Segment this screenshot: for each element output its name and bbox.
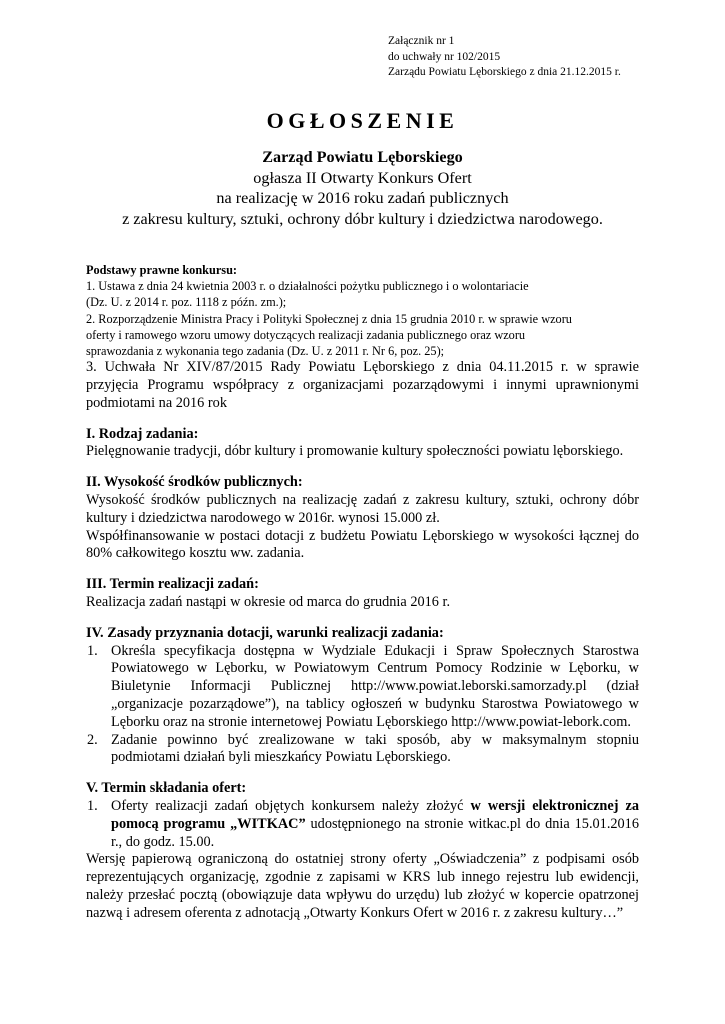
- submission-list: [86, 798, 639, 851]
- legal-basis-section: [86, 262, 639, 413]
- legal-basis-heading: Podstawy prawne konkursu:: [86, 263, 238, 277]
- heading-line: ogłasza II Otwarty Konkurs Ofert: [253, 168, 472, 187]
- section-task-type: [86, 426, 639, 462]
- section-text: Realizacja zadań nastąpi w okresie od marca do grudnia 2016 r.: [86, 593, 451, 610]
- annex-line: do uchwały nr 102/2015: [388, 50, 501, 63]
- section-heading: II. Wysokość środków publicznych:: [86, 474, 303, 491]
- section-grant-rules: [86, 625, 639, 767]
- list-item-text: udostępnionego na stronie witkac.pl do dnia 15.01.2016 r., do godz. 15.00.: [111, 815, 639, 850]
- list-item-number: 1.: [87, 797, 98, 814]
- section-public-funds: [86, 474, 639, 563]
- document-body: [86, 262, 639, 923]
- section-text: Pielęgnowanie tradycji, dóbr kultury i promowanie kultury społeczności powiatu lęborskiego.: [86, 443, 624, 460]
- legal-basis-line: 2. Rozporządzenie Ministra Pracy i Polityki Społecznej z dnia 15 grudnia 2010 r. w sprawie wzoru: [86, 311, 572, 326]
- annex-line: Załącznik nr 1: [388, 35, 455, 47]
- list-item: [86, 798, 639, 851]
- section-submission-deadline: [86, 780, 639, 922]
- legal-basis-line: sprawozdania z wykonania tego zadania (Dz. U. z 2011 r. Nr 6, poz. 25);: [86, 344, 445, 359]
- submission-paragraph: Wersję papierową ograniczoną do ostatniej strony oferty „Oświadczenia” z podpisami osób reprezentujących organizację, zgodnie z zapisami w KRS lub innego rejestru lub ewidencji, należy przesłać pocztą (obowiązuje data wpływu do urzędu) lub złożyć w kopercie opatrzonej nazwą i adresem oferenta z adnotacją „Otwarty Konkurs Ofert w 2016 r. z zakresu kultury…”: [86, 851, 639, 921]
- announcement-heading: [60, 147, 665, 229]
- list-item-text: Oferty realizacji zadań objętych konkursem należy złożyć: [111, 797, 471, 814]
- list-item-text: Określa specyfikacja dostępna w Wydziale Edukacji i Spraw Społecznych Starostwa Powiatowego w Lęborku, w Powiatowym Centrum Pomocy Rodzinie w Lęborku, w Biuletynie Informacji Publicznej http://www.powiat.leborski.samorzady.pl (dział „organizacje pozarządowe”), na tablicy ogłoszeń w budynku Starostwa Powiatowego w Lęborku oraz na stronie internetowej Powiatu Lęborskiego http://www.powiat-lebork.com.: [111, 642, 639, 730]
- section-heading: IV. Zasady przyznania dotacji, warunki realizacji zadania:: [86, 624, 444, 641]
- section-realization-period: [86, 576, 639, 612]
- heading-line: na realizację w 2016 roku zadań publicznych: [216, 189, 509, 207]
- section-heading: III. Termin realizacji zadań:: [86, 576, 259, 593]
- list-item: [86, 643, 639, 732]
- annex-note: [388, 34, 621, 81]
- list-item-number: 2.: [87, 731, 98, 748]
- list-item: [86, 732, 639, 768]
- section-heading: I. Rodzaj zadania:: [86, 425, 199, 442]
- list-item-emphasis: w wersji elektronicznej za pomocą programu „WITKAC”: [111, 797, 640, 832]
- section-text: Wysokość środków publicznych na realizację zadań z zakresu kultury, sztuki, ochrony dóbr kultury i dziedzictwa narodowego w 2016r. wynosi 15.000 zł.: [86, 492, 639, 526]
- legal-basis-line: 1. Ustawa z dnia 24 kwietnia 2003 r. o działalności pożytku publicznego i o wolontariacie: [86, 279, 529, 294]
- section-text: Współfinansowanie w postaci dotacji z budżetu Powiatu Lęborskiego w wysokości łącznej do 80% całkowitego kosztu ww. zadania.: [86, 527, 639, 562]
- annex-line: Zarządu Powiatu Lęborskiego z dnia 21.12.2015 r.: [388, 66, 621, 78]
- heading-line: z zakresu kultury, sztuki, ochrony dóbr kultury i dziedzictwa narodowego.: [122, 209, 603, 228]
- organization-name: Zarząd Powiatu Lęborskiego: [262, 148, 463, 166]
- list-item-number: 1.: [87, 642, 98, 659]
- document-title: OGŁOSZENIE: [266, 108, 459, 133]
- legal-basis-item: 3. Uchwała Nr XIV/87/2015 Rady Powiatu Lęborskiego z dnia 04.11.2015 r. w sprawie przyjęcia Programu współpracy z organizacjami pozarządowymi i innymi uprawnionymi podmiotami na 2016 rok: [86, 359, 639, 411]
- legal-basis-line: (Dz. U. z 2014 r. poz. 1118 z późn. zm.);: [86, 295, 287, 310]
- rules-list: [86, 643, 639, 768]
- legal-basis-line: oferty i ramowego wzoru umowy dotyczących realizacji zadania publicznego oraz wzoru: [86, 327, 526, 342]
- list-item-text: Zadanie powinno być zrealizowane w taki sposób, aby w maksymalnym stopniu podmiotami działań byli mieszkańcy Powiatu Lęborskiego.: [111, 731, 639, 766]
- section-heading: V. Termin składania ofert:: [86, 780, 247, 797]
